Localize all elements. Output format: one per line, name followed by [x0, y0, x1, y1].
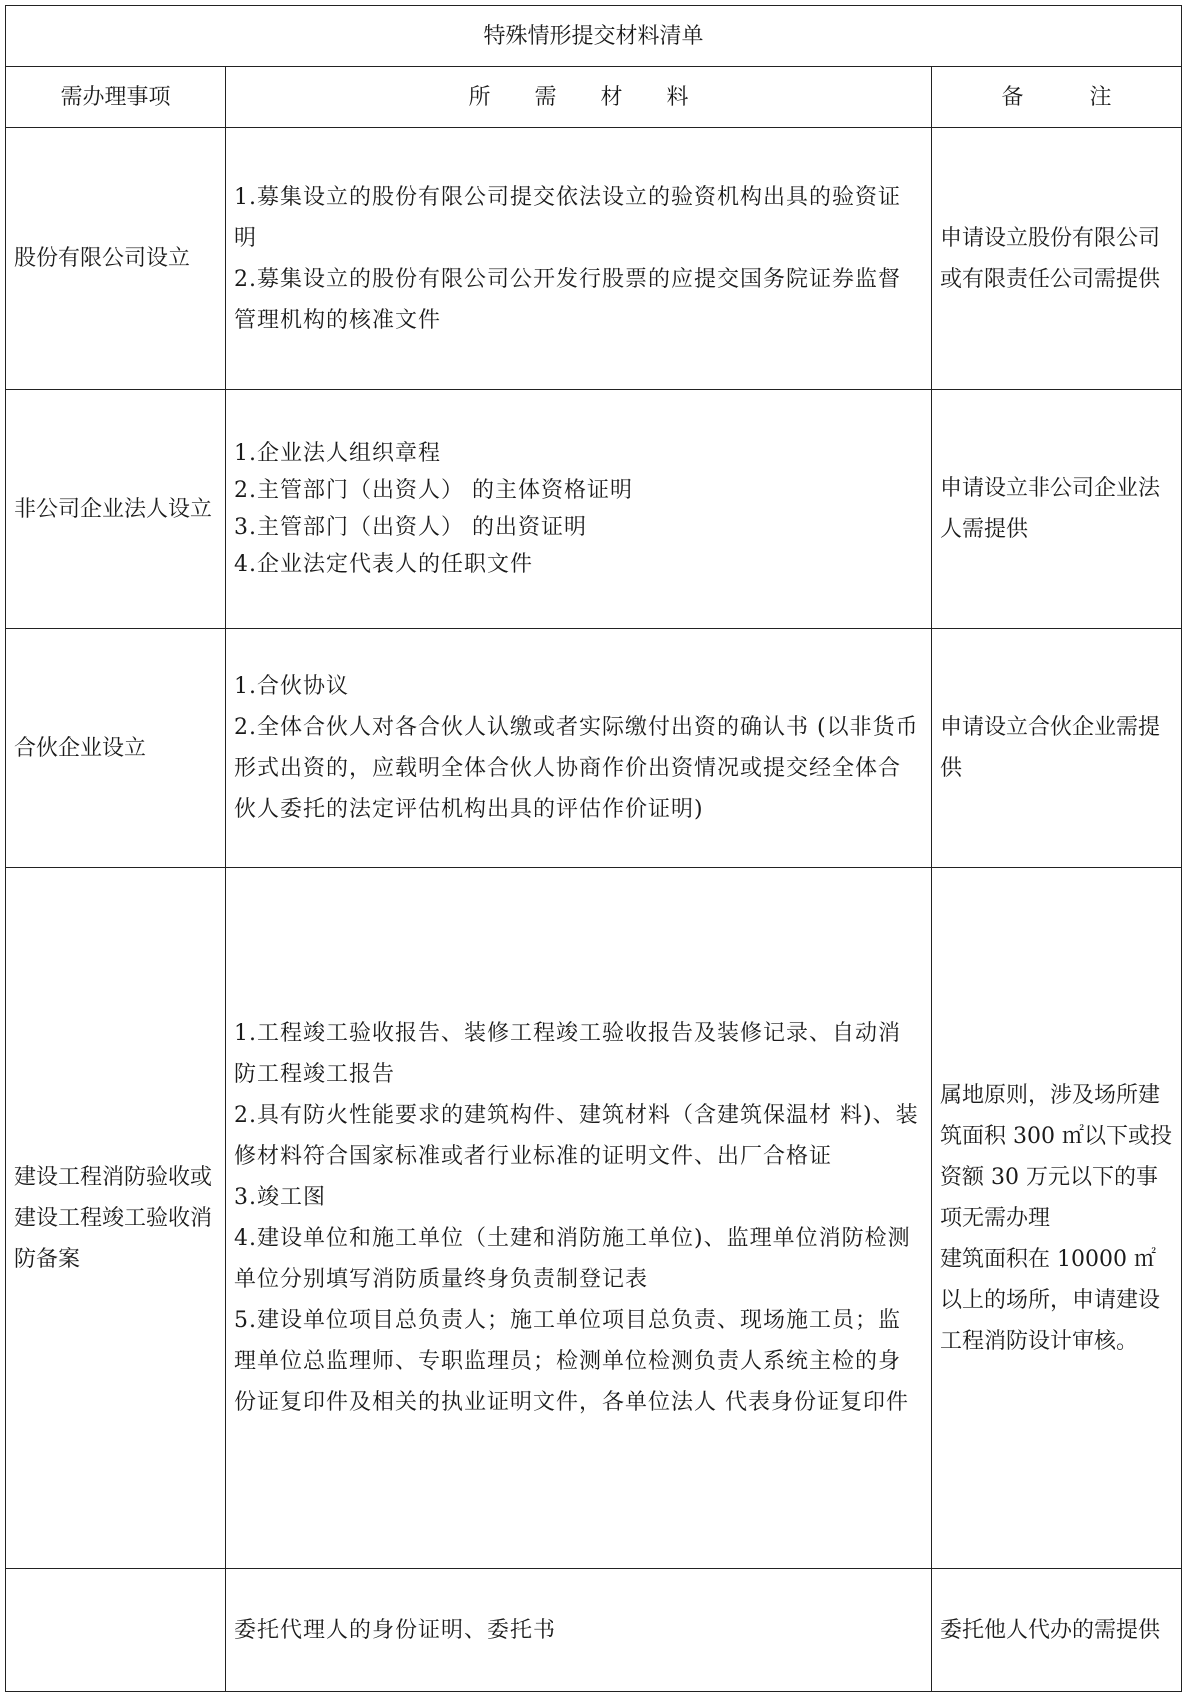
material-line: 3.竣工图 [234, 1185, 326, 1210]
material-line: 2.募集设立的股份有限公司公开发行股票的应提交国务院证券监督管理机构的核准文件 [234, 266, 901, 333]
material-line: 2.具有防火性能要求的建筑构件、建筑材料（含建筑保温材 料)、装修材料符合国家标准或者行业标准的证明文件、出厂合格证 [234, 1103, 919, 1169]
note-line: 申请设立合伙企业需提供 [940, 715, 1161, 781]
row-materials [226, 868, 932, 1569]
row-item: 建设工程消防验收或建设工程竣工验收消防备案 [6, 868, 226, 1569]
row-item [6, 1569, 226, 1692]
row-notes [932, 390, 1182, 629]
material-line: 委托代理人的身份证明、委托书 [234, 1617, 557, 1643]
row-notes [932, 868, 1182, 1569]
note-line: 申请设立股份有限公司或有限责任公司需提供 [940, 225, 1161, 292]
material-line: 4.建设单位和施工单位（土建和消防施工单位)、监理单位消防检测单位分别填写消防质量终身负责制登记表 [234, 1226, 911, 1292]
row-materials [226, 629, 932, 868]
table-row [6, 128, 1182, 390]
header-item: 需办理事项 [6, 67, 226, 128]
table-row [6, 1569, 1182, 1692]
table-row [6, 390, 1182, 629]
header-notes: 备 注 [932, 67, 1182, 128]
row-materials [226, 1569, 932, 1692]
row-item: 非公司企业法人设立 [6, 390, 226, 629]
row-materials [226, 128, 932, 390]
row-notes [932, 629, 1182, 868]
note-line: 申请设立非公司企业法人需提供 [940, 476, 1161, 542]
note-line: 属地原则，涉及场所建筑面积 300 ㎡以下或投资额 30 万元以下的事项无需办理 [940, 1082, 1172, 1231]
table-row [6, 629, 1182, 868]
material-line: 4.企业法定代表人的任职文件 [234, 552, 533, 577]
row-notes [932, 1569, 1182, 1692]
note-line: 建筑面积在 10000 ㎡以上的场所，申请建设工程消防设计审核。 [940, 1246, 1161, 1354]
material-line: 1.合伙协议 [234, 674, 349, 699]
note-line: 委托他人代办的需提供 [940, 1617, 1161, 1643]
material-line: 5.建设单位项目总负责人；施工单位项目总负责、现场施工员；监理单位总监理师、专职监理员；检测单位检测负责人系统主检的身份证复印件及相关的执业证明文件，各单位法人 代表身份证复印件 [234, 1308, 909, 1415]
row-notes [932, 128, 1182, 390]
material-line: 3.主管部门（出资人） 的出资证明 [234, 515, 587, 540]
header-materials: 所 需 材 料 [226, 67, 932, 128]
material-line: 2.全体合伙人对各合伙人认缴或者实际缴付出资的确认书 (以非货币形式出资的，应载明全体合伙人协商作价出资情况或提交经全体合伙人委托的法定评估机构出具的评估作价证明) [234, 715, 919, 822]
material-line: 2.主管部门（出资人） 的主体资格证明 [234, 478, 633, 503]
materials-table [5, 5, 1182, 1692]
material-line: 1.募集设立的股份有限公司提交依法设立的验资机构出具的验资证明 [234, 184, 901, 251]
material-line: 1.企业法人组织章程 [234, 441, 441, 466]
row-materials [226, 390, 932, 629]
row-item: 股份有限公司设立 [6, 128, 226, 390]
table-title: 特殊情形提交材料清单 [6, 6, 1182, 67]
material-line: 1.工程竣工验收报告、装修工程竣工验收报告及装修记录、自动消防工程竣工报告 [234, 1021, 901, 1087]
row-item: 合伙企业设立 [6, 629, 226, 868]
table-row [6, 868, 1182, 1569]
